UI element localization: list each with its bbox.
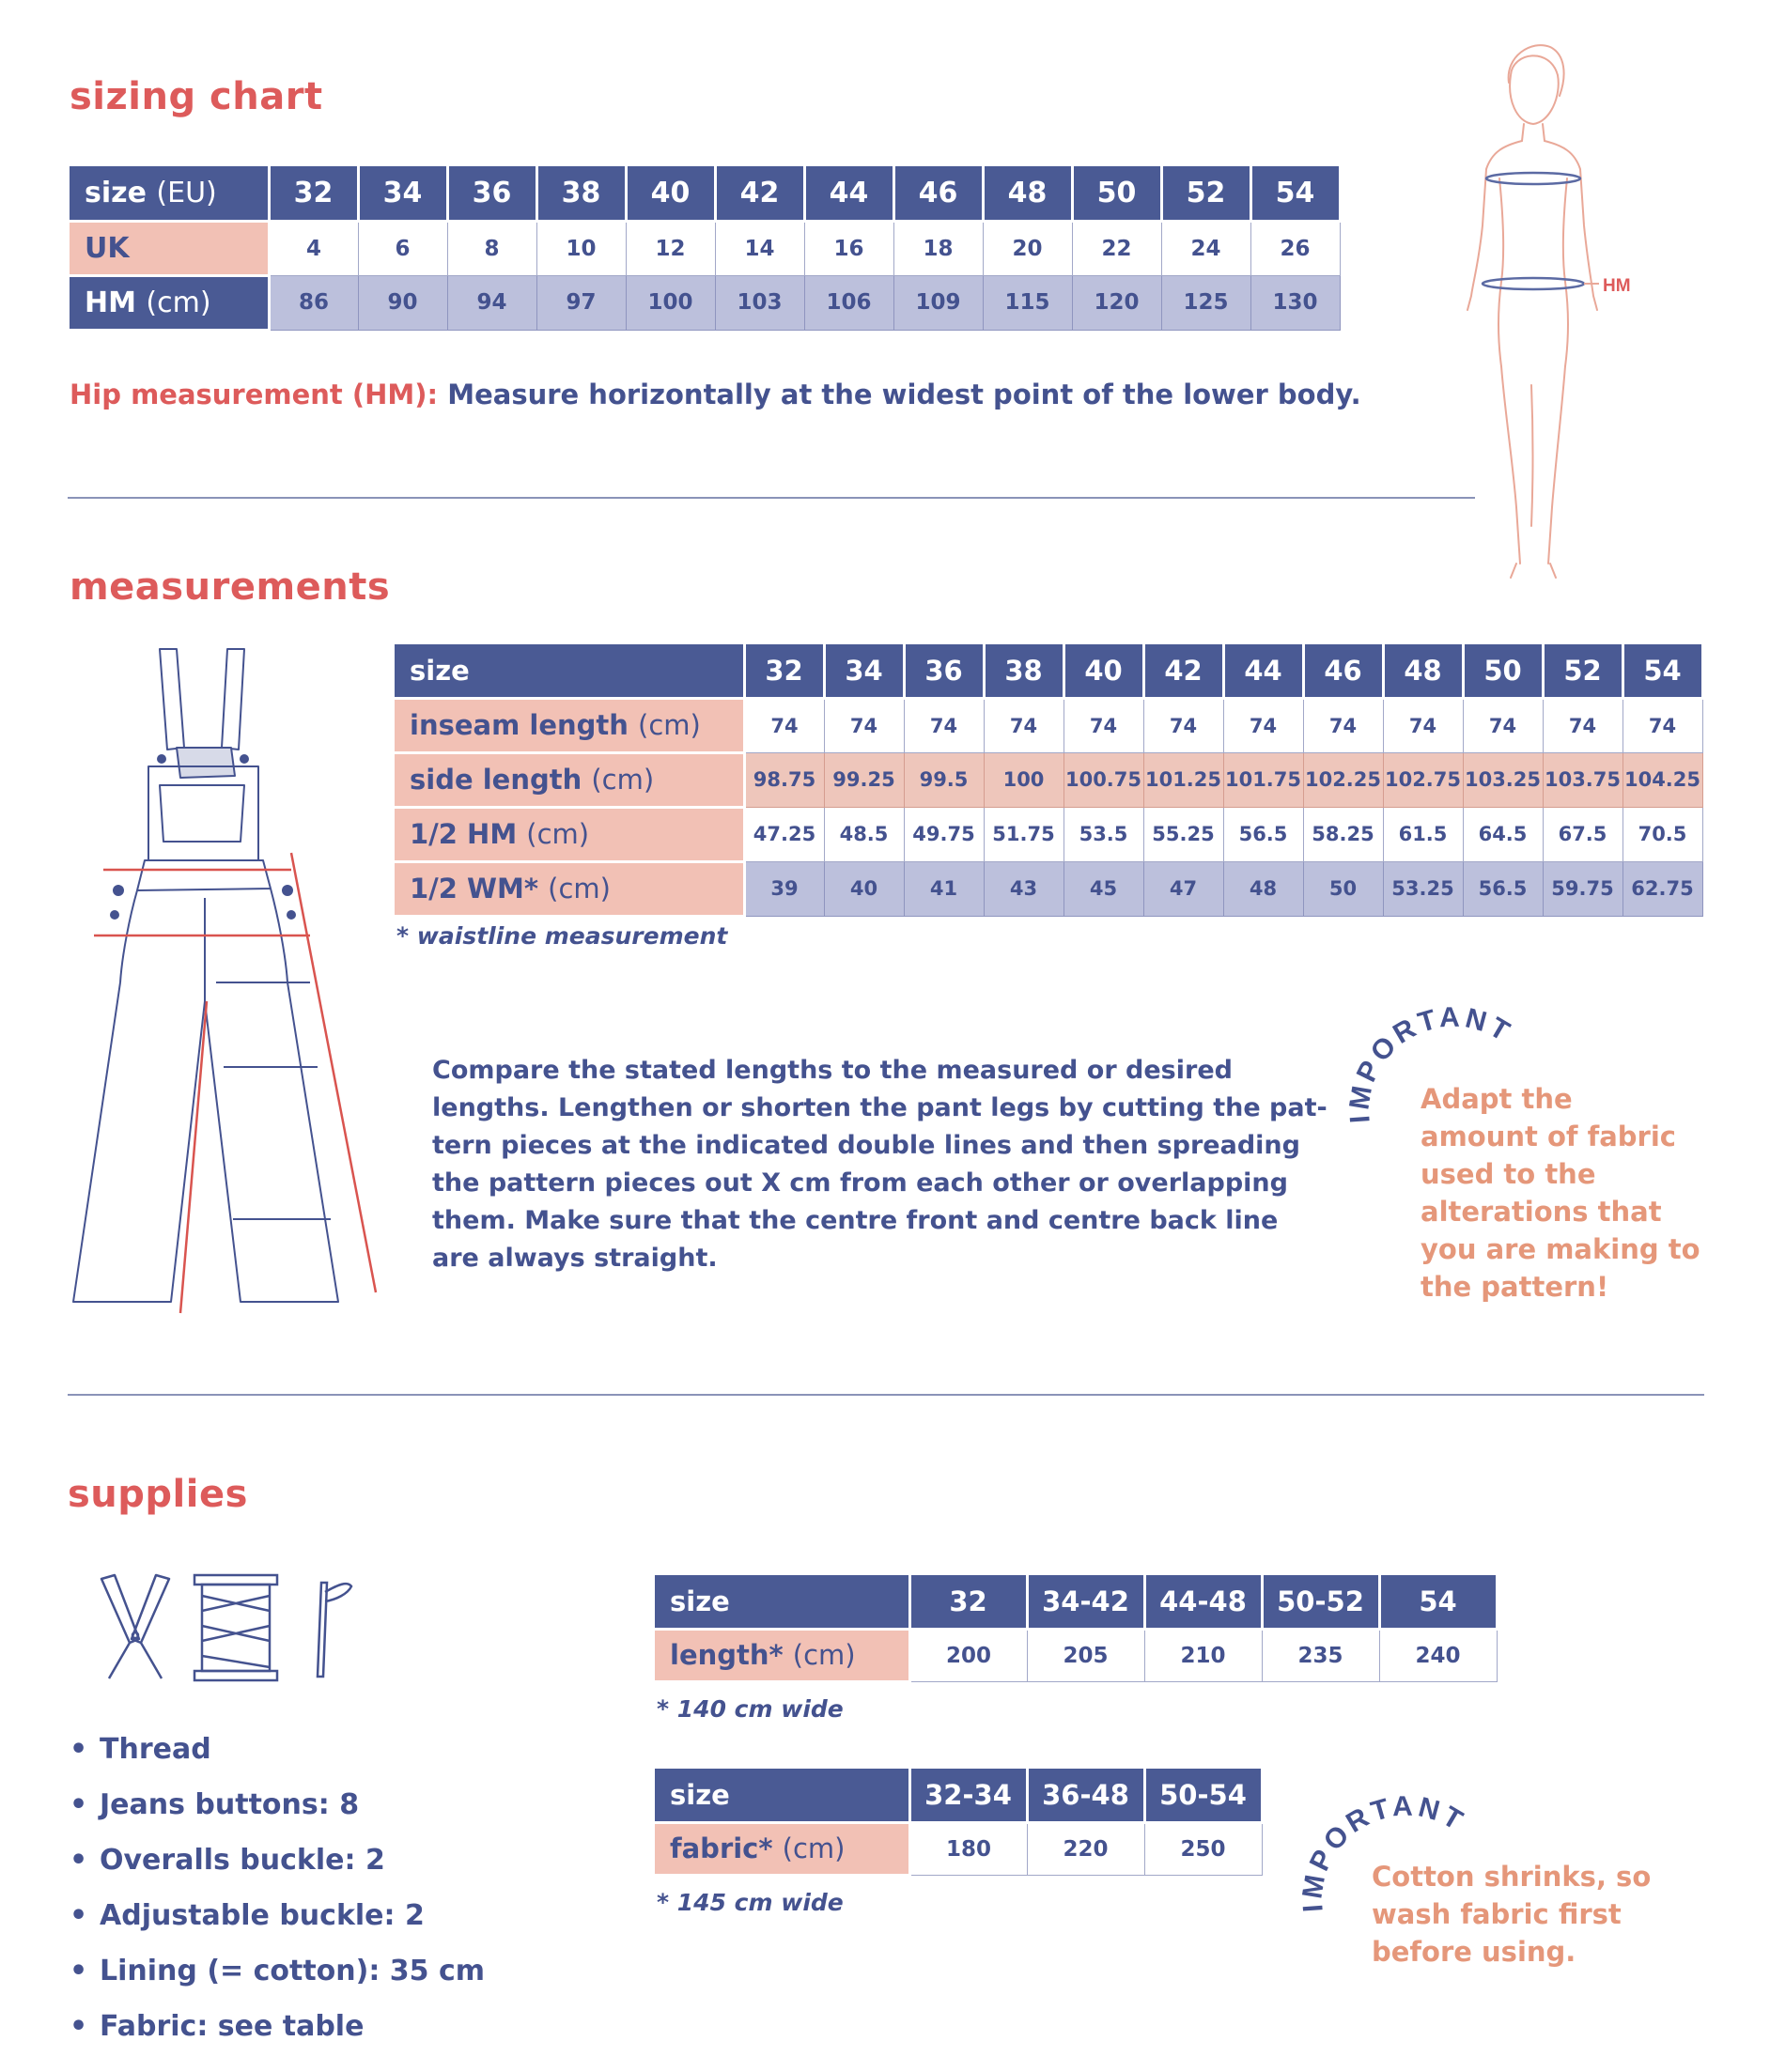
- table-cell: 55.25: [1143, 807, 1223, 861]
- list-item: • Adjustable buckle: 2: [70, 1899, 425, 1932]
- table-cell: 48.5: [824, 807, 904, 861]
- table-cell: 100: [626, 275, 715, 330]
- overalls-illustration: [66, 644, 385, 1321]
- list-item: • Fabric: see table: [70, 2010, 365, 2043]
- table-cell: 74: [984, 698, 1064, 752]
- size-col: 42: [1143, 644, 1223, 698]
- table-cell: 97: [536, 275, 626, 330]
- table-cell: 74: [1543, 698, 1622, 752]
- paragraph-line: are always straight.: [432, 1244, 718, 1273]
- table-cell: 74: [1383, 698, 1463, 752]
- measurements-header-label: size: [395, 644, 744, 698]
- size-col: 36: [904, 644, 984, 698]
- table-cell: 94: [447, 275, 536, 330]
- table-row: [395, 698, 1702, 752]
- length-table: [655, 1575, 1498, 1683]
- body-figure-illustration: [1419, 38, 1635, 582]
- table-cell: 74: [1622, 698, 1702, 752]
- important-note-supplies: [1372, 1858, 1651, 1971]
- row-label: 1/2 HM (cm): [395, 807, 744, 861]
- table-cell: 64.5: [1463, 807, 1543, 861]
- table-cell: 48: [1223, 861, 1303, 916]
- table-cell: 74: [824, 698, 904, 752]
- important-line: amount of fabric: [1421, 1121, 1676, 1152]
- table-cell: 250: [1144, 1822, 1262, 1875]
- table-cell: 101.25: [1143, 752, 1223, 807]
- important-line: used to the: [1421, 1158, 1596, 1190]
- important-line: wash fabric first: [1372, 1898, 1622, 1930]
- table-cell: 47: [1143, 861, 1223, 916]
- size-col: 50: [1072, 166, 1161, 221]
- paragraph-line: them. Make sure that the centre front and centre back line: [432, 1206, 1279, 1235]
- thread-spool-icon: [193, 1573, 279, 1682]
- size-col: 52: [1543, 644, 1622, 698]
- table-cell: 210: [1144, 1629, 1262, 1681]
- table-cell: 74: [904, 698, 984, 752]
- hip-measurement-note: Hip measurement (HM): Measure horizontally at the widest point of the lower body.: [70, 379, 1361, 410]
- table-cell: 100: [984, 752, 1064, 807]
- table-cell: 39: [744, 861, 824, 916]
- important-line: alterations that: [1421, 1196, 1662, 1228]
- measurements-table: [395, 644, 1704, 918]
- table-cell: 49.75: [904, 807, 984, 861]
- row-label: 1/2 WM* (cm): [395, 861, 744, 916]
- table-cell: 26: [1250, 221, 1340, 275]
- important-note-measurements: [1421, 1080, 1700, 1306]
- list-item: • Overalls buckle: 2: [70, 1844, 385, 1877]
- important-label: IMPORTANT: [1296, 1790, 1471, 1913]
- list-item: • Thread: [70, 1733, 211, 1766]
- length-header-label: size: [655, 1575, 909, 1629]
- table-cell: 74: [744, 698, 824, 752]
- table-cell: 53.5: [1064, 807, 1143, 861]
- table-cell: 51.75: [984, 807, 1064, 861]
- table-cell: 40: [824, 861, 904, 916]
- supplies-title: supplies: [68, 1473, 248, 1516]
- important-line: Adapt the: [1421, 1083, 1573, 1115]
- table-cell: 16: [804, 221, 893, 275]
- table-cell: 104.25: [1622, 752, 1702, 807]
- size-col: 36: [447, 166, 536, 221]
- table-cell: 56.5: [1223, 807, 1303, 861]
- table-cell: 102.75: [1383, 752, 1463, 807]
- fabric-header-label: size: [655, 1769, 909, 1822]
- important-line: the pattern!: [1421, 1271, 1609, 1303]
- size-col: 34: [358, 166, 447, 221]
- sizing-header-label: size (EU): [70, 166, 269, 221]
- table-cell: 67.5: [1543, 807, 1622, 861]
- size-col: 54: [1622, 644, 1702, 698]
- table-cell: 103.75: [1543, 752, 1622, 807]
- hm-figure-label: HM: [1603, 276, 1631, 296]
- size-col: 32-34: [909, 1769, 1027, 1822]
- table-cell: 58.25: [1303, 807, 1383, 861]
- size-col: 44-48: [1144, 1575, 1262, 1629]
- table-cell: 240: [1379, 1629, 1497, 1681]
- sizing-chart-table: [70, 166, 1342, 332]
- scissors-icon: [98, 1573, 173, 1682]
- table-cell: 103.25: [1463, 752, 1543, 807]
- table-cell: 235: [1262, 1629, 1379, 1681]
- fabric-footnote: * 145 cm wide: [657, 1889, 844, 1916]
- table-cell: 12: [626, 221, 715, 275]
- table-cell: 180: [909, 1822, 1027, 1875]
- paragraph-line: lengths. Lengthen or shorten the pant legs by cutting the pat-: [432, 1093, 1328, 1122]
- size-col: 34-42: [1027, 1575, 1144, 1629]
- size-col: 50-54: [1144, 1769, 1262, 1822]
- table-row: [395, 807, 1702, 861]
- section-divider: [68, 497, 1475, 499]
- table-cell: 98.75: [744, 752, 824, 807]
- size-col: 44: [804, 166, 893, 221]
- table-cell: 102.25: [1303, 752, 1383, 807]
- table-cell: 86: [269, 275, 358, 330]
- table-cell: 59.75: [1543, 861, 1622, 916]
- table-cell: 50: [1303, 861, 1383, 916]
- table-cell: 120: [1072, 275, 1161, 330]
- table-cell: 61.5: [1383, 807, 1463, 861]
- table-cell: 45: [1064, 861, 1143, 916]
- table-cell: 8: [447, 221, 536, 275]
- table-cell: 70.5: [1622, 807, 1702, 861]
- paragraph-line: tern pieces at the indicated double lines and then spreading: [432, 1131, 1300, 1160]
- size-col: 38: [536, 166, 626, 221]
- size-col: 42: [715, 166, 804, 221]
- table-cell: 101.75: [1223, 752, 1303, 807]
- row-label-hm: HM (cm): [70, 275, 269, 330]
- table-cell: 14: [715, 221, 804, 275]
- table-row: [395, 752, 1702, 807]
- measurements-title: measurements: [70, 565, 391, 609]
- size-col: 50: [1463, 644, 1543, 698]
- size-col: 32: [744, 644, 824, 698]
- table-cell: 41: [904, 861, 984, 916]
- table-cell: 125: [1161, 275, 1250, 330]
- size-col: 32: [269, 166, 358, 221]
- table-cell: 200: [909, 1629, 1027, 1681]
- table-row: [70, 221, 1340, 275]
- size-col: 32: [909, 1575, 1027, 1629]
- table-cell: 109: [893, 275, 983, 330]
- table-row: [395, 861, 1702, 916]
- size-col: 54: [1379, 1575, 1497, 1629]
- table-cell: 99.25: [824, 752, 904, 807]
- size-col: 38: [984, 644, 1064, 698]
- table-cell: 24: [1161, 221, 1250, 275]
- size-col: 46: [1303, 644, 1383, 698]
- section-divider: [68, 1394, 1704, 1396]
- table-cell: 62.75: [1622, 861, 1702, 916]
- row-label-uk: UK: [70, 221, 269, 275]
- waistline-footnote: * waistline measurement: [396, 922, 728, 950]
- important-label: IMPORTANT: [1343, 1001, 1518, 1124]
- size-col: 36-48: [1027, 1769, 1144, 1822]
- table-cell: 43: [984, 861, 1064, 916]
- size-col: 52: [1161, 166, 1250, 221]
- size-col: 48: [983, 166, 1072, 221]
- table-cell: 47.25: [744, 807, 824, 861]
- supplies-list: [70, 1722, 485, 2054]
- row-label: length* (cm): [655, 1629, 909, 1681]
- table-cell: 100.75: [1064, 752, 1143, 807]
- table-row: [655, 1629, 1497, 1681]
- table-cell: 115: [983, 275, 1072, 330]
- table-cell: 99.5: [904, 752, 984, 807]
- size-col: 40: [1064, 644, 1143, 698]
- list-item: • Lining (= cotton): 35 cm: [70, 1955, 486, 1987]
- table-cell: 20: [983, 221, 1072, 275]
- length-footnote: * 140 cm wide: [657, 1695, 844, 1723]
- table-cell: 53.25: [1383, 861, 1463, 916]
- table-cell: 103: [715, 275, 804, 330]
- size-col: 40: [626, 166, 715, 221]
- table-cell: 74: [1463, 698, 1543, 752]
- row-label: inseam length (cm): [395, 698, 744, 752]
- table-cell: 56.5: [1463, 861, 1543, 916]
- sizing-chart-title: sizing chart: [70, 75, 323, 118]
- list-item: • Jeans buttons: 8: [70, 1788, 360, 1821]
- table-cell: 106: [804, 275, 893, 330]
- size-col: 44: [1223, 644, 1303, 698]
- important-line: you are making to: [1421, 1233, 1700, 1265]
- table-row: [655, 1822, 1262, 1875]
- important-line: Cotton shrinks, so: [1372, 1861, 1652, 1893]
- table-cell: 90: [358, 275, 447, 330]
- table-cell: 74: [1064, 698, 1143, 752]
- paragraph-line: Compare the stated lengths to the measured or desired: [432, 1056, 1233, 1085]
- row-label: side length (cm): [395, 752, 744, 807]
- table-cell: 74: [1223, 698, 1303, 752]
- table-row: [70, 275, 1340, 330]
- size-col: 54: [1250, 166, 1340, 221]
- table-cell: 74: [1303, 698, 1383, 752]
- size-col: 46: [893, 166, 983, 221]
- paragraph-line: the pattern pieces out X cm from each other or overlapping: [432, 1168, 1288, 1198]
- fabric-table: [655, 1769, 1264, 1877]
- table-cell: 74: [1143, 698, 1223, 752]
- measurements-paragraph: [432, 1052, 1328, 1277]
- table-cell: 22: [1072, 221, 1161, 275]
- table-cell: 205: [1027, 1629, 1144, 1681]
- table-cell: 10: [536, 221, 626, 275]
- row-label: fabric* (cm): [655, 1822, 909, 1875]
- table-cell: 220: [1027, 1822, 1144, 1875]
- size-col: 50-52: [1262, 1575, 1379, 1629]
- table-cell: 130: [1250, 275, 1340, 330]
- table-cell: 6: [358, 221, 447, 275]
- size-col: 48: [1383, 644, 1463, 698]
- table-cell: 18: [893, 221, 983, 275]
- table-cell: 4: [269, 221, 358, 275]
- needle-icon: [301, 1573, 357, 1682]
- size-col: 34: [824, 644, 904, 698]
- important-line: before using.: [1372, 1936, 1576, 1968]
